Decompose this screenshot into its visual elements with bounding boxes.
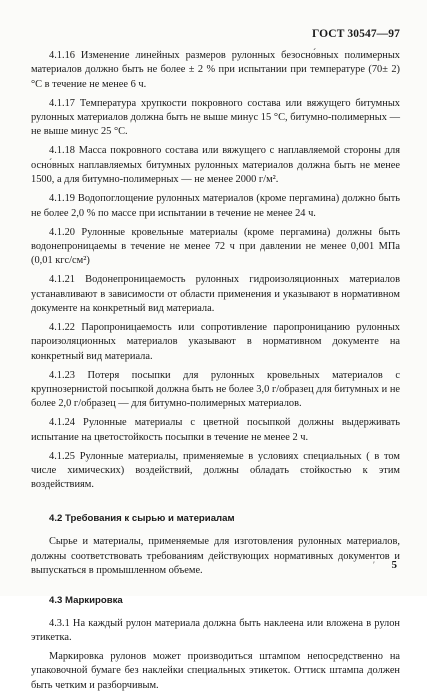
document-body xyxy=(31,49,400,698)
paragraph-4-3-1: 4.3.1 На каждый рулон материала должна быть наклеена или вложена в рулон этикетка. xyxy=(31,617,400,643)
paragraph-4-1-20: 4.1.20 Рулонные кровельные материалы (кроме пергамина) должны быть водонепроницаемы в течение не менее 72 ч при давлении не менее 0,001 МПа (0,01 кгс/см²) xyxy=(31,226,400,267)
paragraph-4-1-21: 4.1.21 Водонепроницаемость рулонных гидроизоляционных материалов устанавливают в зависимости от области применения и указывают в нормативном документе на конкретный вид материала. xyxy=(31,274,400,314)
paragraph-4-1-25: 4.1.25 Рулонные материалы, применяемые в условиях специальных ( в том числе химических) воздействий, должны обладать стойкостью к этим воздействиям. xyxy=(31,450,400,491)
standard-header: ГОСТ 30547—97 xyxy=(311,28,400,40)
section-heading-4-3: 4.3 Маркировка xyxy=(49,595,123,607)
paragraph-4-1-22: 4.1.22 Паропроницаемость или сопротивление паропроницанию рулонных пароизоляционных материалов указывают в нормативном документе на конкретный вид материала. xyxy=(31,321,400,362)
paragraph-4-1-17: 4.1.17 Температура хрупкости покровного состава или вяжущего битумных рулонных материалов должна быть не выше минус 15 °С, битумно-полимерных — не выше минус 25 °С. xyxy=(31,97,400,138)
paragraph-4-1-23: 4.1.23 Потеря посыпки для рулонных кровельных материалов с крупнозернистой посыпкой должна быть не более 3,0 г/образец для битумных и не более 2,0 г/образец — для битумно-полимерных материалов. xyxy=(31,369,400,410)
page-number: 5 xyxy=(391,559,397,571)
paragraph-4-1-19: 4.1.19 Водопоглощение рулонных материалов (кроме пергамина) должно быть не более 2,0 % по массе при испытании в течение не менее 24 ч. xyxy=(31,193,400,219)
paragraph-4-1-24: 4.1.24 Рулонные материалы с цветной посыпкой должны выдерживать испытание на цветостойкость посыпки в течение не менее 2 ч. xyxy=(31,417,400,443)
paragraph-4-1-18: 4.1.18 Масса покровного состава или вяжущего с наплавляемой стороны для осно́вных наплавляемых битумных рулонных материалов должна быть не менее 1500, а для битумно-полимерных — не менее 2000 г/м². xyxy=(31,145,400,186)
paragraph-4-1-16: 4.1.16 Изменение линейных размеров рулонных безосно́вных полимерных материалов должно быть не более ± 2 % при испытании при температуре (70± 2) °С в течение не менее 6 ч. xyxy=(31,50,400,90)
paragraph-4-3-marking: Маркировка рулонов может производиться штампом непосредственно на упаковочной бумаге без наклейки специальных этикеток. Оттиск штампа должен быть четким и разборчивым. xyxy=(31,650,400,691)
tick-mark: ′ xyxy=(373,560,375,570)
section-heading-4-2: 4.2 Требования к сырью и материалам xyxy=(49,512,235,524)
paragraph-4-2-text: Сырье и материалы, применяемые для изготовления рулонных материалов, должны соответствовать требованиям действующих нормативных документов и выпускаться в промышленном объеме. xyxy=(31,536,400,576)
